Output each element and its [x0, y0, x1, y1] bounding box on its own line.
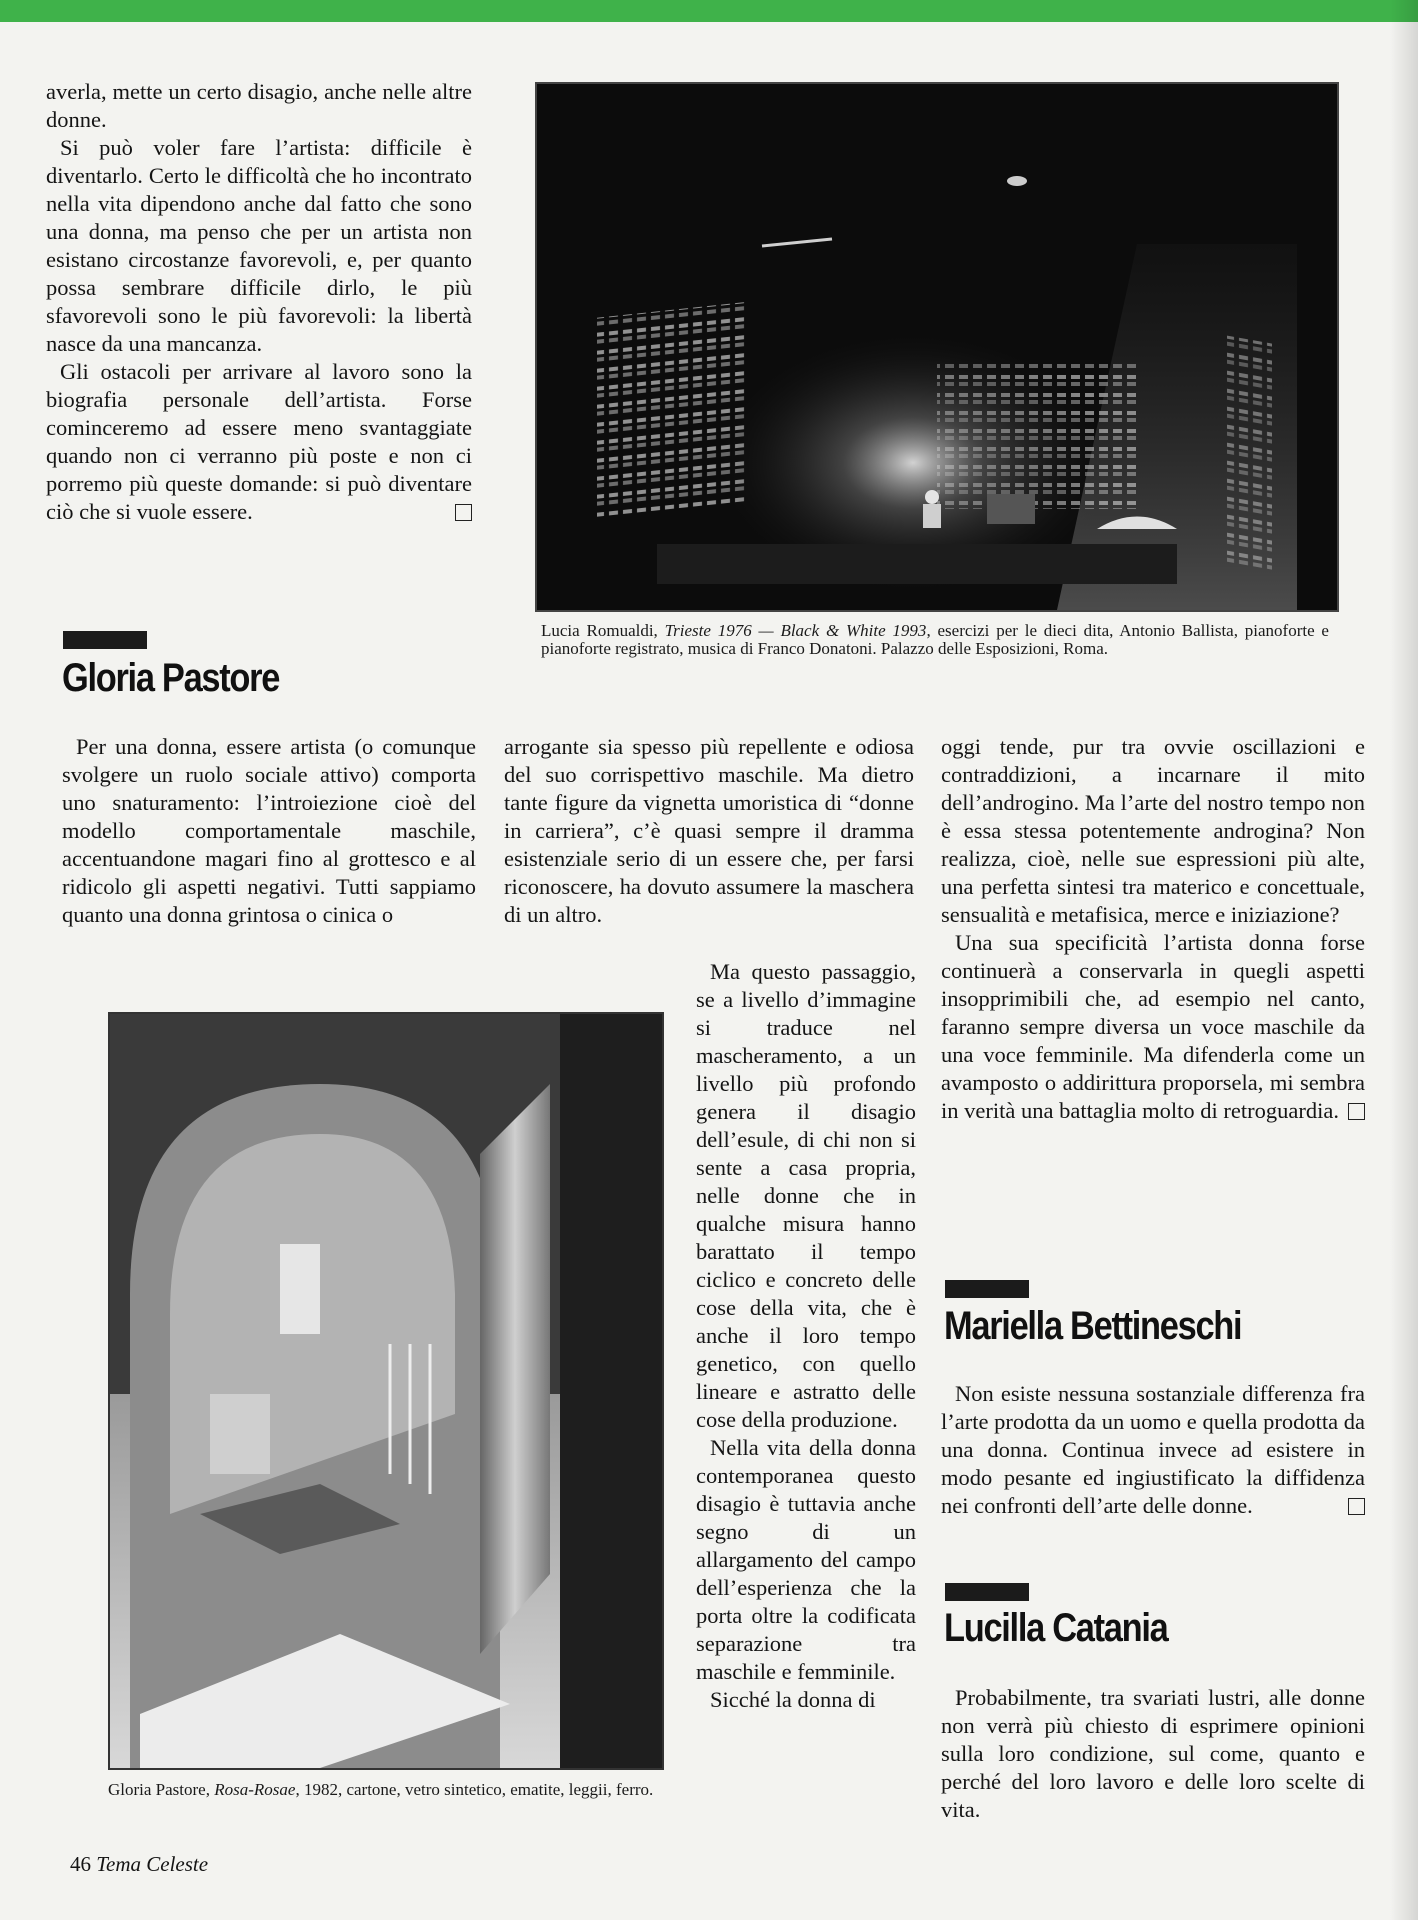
section-bar-catania — [945, 1583, 1029, 1601]
page-number: 46 — [70, 1852, 91, 1876]
pastore-paragraph-3: Ma questo passaggio, se a livello d’immagine si traduce nel mascheramento, a un livello più profondo genera il disagio dell’esule, di chi non si sente a casa propria, nelle donne che in qualche misura hanno barattato il tempo ciclico e concreto delle cose della vita, che è anche il loro tempo genetico, con quello lineare e astratto delle cose della produzione. — [696, 959, 916, 1432]
pastore-paragraph-5: Sicché la donna di — [710, 1687, 876, 1712]
end-mark-icon — [1348, 1498, 1365, 1515]
pastore-paragraph-6: oggi tende, pur tra ovvie oscillazioni e contraddizioni, a incarnare il mito dell’androgino. Ma l’arte del nostro tempo non è essa stessa potentemente androgina? Non realizza, cioè, nelle sue espressioni più alte, una perfetta sintesi tra materico e concettuale, sensualità e metafisica, merce e iniziazione? — [941, 734, 1365, 927]
pastore-paragraph-7 — [941, 929, 1365, 1125]
caption-details: , esercizi per le dieci dita, Antonio Ballista, pianoforte e pianoforte registrato, musica di Franco Donatoni. Palazzo delle Esposizioni, Roma. — [541, 621, 1329, 658]
pastore-paragraph-2: arrogante sia spesso più repellente e odiosa del suo corrispettivo maschile. Ma dietro tante figure da vignetta umoristica di “donne in carriera”, c’è quasi sempre il dramma esistenziale serio di un essere che, per farsi riconoscere, ha dovuto assumere la maschera di un altro. — [504, 734, 914, 927]
catania-paragraph-1: Probabilmente, tra svariati lustri, alle donne non verrà più chiesto di esprimere opinioni sulla loro condizione, sul come, quanto e perché del loro lavoro e delle loro scelte di vita. — [941, 1685, 1365, 1822]
heading-gloria-pastore: Gloria Pastore — [62, 656, 280, 700]
intro-paragraph-3 — [46, 358, 472, 526]
bettineschi-paragraph-1 — [941, 1380, 1365, 1520]
intro-column — [46, 78, 472, 526]
top-color-band — [0, 0, 1418, 22]
end-mark-icon — [1348, 1103, 1365, 1120]
magazine-name: Tema Celeste — [96, 1852, 209, 1876]
pastore-column-3 — [941, 733, 1365, 1125]
pastore-column-1 — [62, 733, 476, 929]
page-edge-shadow — [1390, 0, 1418, 1920]
caption-artist: Gloria Pastore, — [108, 1780, 215, 1799]
heading-mariella-bettineschi: Mariella Bettineschi — [944, 1304, 1242, 1348]
intro-paragraph-3-text: Gli ostacoli per arrivare al lavoro sono la biografia personale dell’artista. Forse cominceremo ad essere meno svantaggiate quando non ci verranno più poste e non ci porremo più queste domande: si può diventare ciò che si vuole essere. — [46, 359, 472, 524]
caption-artist: Lucia Romualdi, — [541, 621, 665, 640]
pastore-paragraph-1: Per una donna, essere artista (o comunque svolgere un ruolo sociale attivo) comporta uno snaturamento: l’introiezione cioè del modello comportamentale maschile, accentuandone magari fino al grottesco e al ridicolo gli aspetti negativi. Tutti sappiamo quanto una donna grintosa o cinica o — [62, 734, 476, 927]
end-mark-icon — [455, 504, 472, 521]
pastore-paragraph-4: Nella vita della donna contemporanea questo disagio è tuttavia anche segno di un allargamento del campo dell’esperienza che la porta oltre la codificata separazione tra maschile e femminile. — [696, 1435, 916, 1684]
pastore-column-2-narrow — [696, 958, 916, 1714]
page-footer — [70, 1852, 208, 1877]
photo-pastore-caption — [108, 1781, 660, 1799]
photo-pastore-installation — [108, 1012, 664, 1770]
caption-details: , 1982, cartone, vetro sintetico, ematite, leggii, ferro. — [295, 1780, 654, 1799]
pastore-column-2-top — [504, 733, 914, 929]
caption-work-title: Rosa-Rosae — [214, 1780, 296, 1799]
section-bar-bettineschi — [945, 1280, 1029, 1298]
bettineschi-paragraph-text: Non esiste nessuna sostanziale differenza fra l’arte prodotta da un uomo e quella prodotta da una donna. Continua invece ad esistere in modo pesante ed ingiustificato la diffidenza nei confronti dell’arte delle donne. — [941, 1381, 1365, 1518]
pastore-paragraph-7-text: Una sua specificità l’artista donna forse continuerà a conservarla in quegli aspetti insopprimibili che, ad esempio nel canto, faranno sempre diversa un voce maschile da una voce femminile. Ma difenderla come un avamposto o addirittura proporsela, mi sembra in verità una battaglia molto di retroguardia. — [941, 930, 1365, 1123]
caption-work-title: Trieste 1976 — Black & White 1993 — [664, 621, 927, 640]
intro-paragraph-2: Si può voler fare l’artista: difficile è diventarlo. Certo le difficoltà che ho incontrato nella vita dipendono anche dal fatto che sono una donna, ma penso che per un artista non esistano circostanze favorevoli, e, per quanto possa sembrare difficile dirlo, le più sfavorevoli sono le più favorevoli: la libertà nasce da una mancanza. — [46, 135, 472, 356]
intro-paragraph-1: averla, mette un certo disagio, anche nelle altre donne. — [46, 79, 472, 132]
catania-column — [941, 1684, 1365, 1824]
concert-photo-illustration — [537, 84, 1337, 610]
section-bar-pastore — [63, 631, 147, 649]
installation-photo-illustration — [110, 1014, 662, 1768]
photo-romualdi-caption — [541, 622, 1329, 658]
heading-lucilla-catania: Lucilla Catania — [944, 1606, 1168, 1650]
photo-romualdi-concert — [535, 82, 1339, 612]
bettineschi-column — [941, 1380, 1365, 1520]
